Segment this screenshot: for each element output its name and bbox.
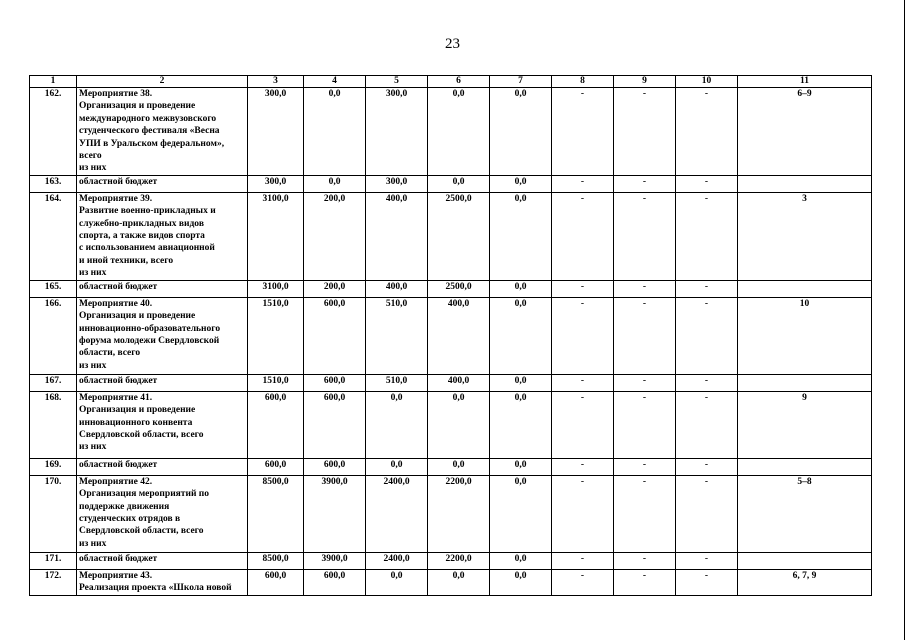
description-line: из них [79,538,107,549]
column-header: 1 [30,76,77,88]
value-cell-c4: 0,0 [304,88,366,176]
row-number: 163. [30,175,77,192]
row-description [77,552,248,569]
description-line: Мероприятие 39. [79,193,153,204]
row-number: 166. [30,297,77,374]
row-number: 171. [30,552,77,569]
description-line: Свердловской области, всего [79,430,204,441]
description-line: с использованием авиационной [79,243,215,254]
value-cell-c10: - [676,552,738,569]
value-cell-c10: - [676,475,738,552]
row-description [77,88,248,176]
value-cell-c9: - [614,458,676,475]
column-header: 2 [77,76,248,88]
value-cell-c3: 3100,0 [248,192,304,280]
target-indicator-cell: 6–9 [738,88,872,176]
value-cell-c4: 0,0 [304,175,366,192]
description-line: спорта, а также видов спорта [79,231,205,242]
value-cell-c9: - [614,192,676,280]
value-cell-c3: 8500,0 [248,552,304,569]
value-cell-c8: - [552,475,614,552]
target-indicator-cell [738,374,872,391]
value-cell-c9: - [614,374,676,391]
description-line: Развитие военно-прикладных и [79,206,216,217]
value-cell-c3: 1510,0 [248,297,304,374]
column-header: 8 [552,76,614,88]
table-row [30,192,872,280]
description-line: УПИ в Уральском федеральном», [79,138,225,149]
description-line: из них [79,163,107,174]
value-cell-c3: 1510,0 [248,374,304,391]
value-cell-c4: 600,0 [304,391,366,458]
description-line: областной бюджет [79,176,158,187]
row-description [77,391,248,458]
value-cell-c10: - [676,297,738,374]
description-line: из них [79,360,107,371]
value-cell-c10: - [676,374,738,391]
value-cell-c5: 300,0 [366,175,428,192]
value-cell-c3: 300,0 [248,175,304,192]
value-cell-c6: 2500,0 [428,192,490,280]
description-line: из них [79,442,107,453]
row-number: 167. [30,374,77,391]
value-cell-c9: - [614,391,676,458]
value-cell-c8: - [552,569,614,595]
table-row [30,475,872,552]
description-line: Мероприятие 40. [79,298,153,309]
row-number: 168. [30,391,77,458]
description-line: областной бюджет [79,553,158,564]
value-cell-c7: 0,0 [490,192,552,280]
value-cell-c8: - [552,192,614,280]
description-line: форума молодежи Свердловской [79,336,220,347]
value-cell-c4: 600,0 [304,297,366,374]
description-line: студенческого фестиваля «Весна [79,126,220,137]
value-cell-c7: 0,0 [490,569,552,595]
table-row [30,175,872,192]
row-description [77,280,248,297]
value-cell-c9: - [614,569,676,595]
value-cell-c5: 400,0 [366,192,428,280]
table-row [30,552,872,569]
value-cell-c8: - [552,280,614,297]
description-line: Организация мероприятий по [79,489,210,500]
value-cell-c7: 0,0 [490,175,552,192]
row-number: 164. [30,192,77,280]
value-cell-c9: - [614,475,676,552]
target-indicator-cell: 6, 7, 9 [738,569,872,595]
value-cell-c10: - [676,458,738,475]
value-cell-c7: 0,0 [490,391,552,458]
value-cell-c9: - [614,280,676,297]
description-line: Организация и проведение [79,311,196,322]
value-cell-c3: 3100,0 [248,280,304,297]
value-cell-c8: - [552,374,614,391]
description-line: Мероприятие 43. [79,570,153,581]
value-cell-c6: 0,0 [428,458,490,475]
value-cell-c7: 0,0 [490,458,552,475]
row-number: 172. [30,569,77,595]
value-cell-c6: 400,0 [428,374,490,391]
description-line: Реализация проекта «Школа новой [79,583,232,594]
target-indicator-cell: 5–8 [738,475,872,552]
column-header: 6 [428,76,490,88]
value-cell-c7: 0,0 [490,374,552,391]
row-description [77,297,248,374]
value-cell-c4: 3900,0 [304,552,366,569]
value-cell-c3: 600,0 [248,569,304,595]
target-indicator-cell [738,458,872,475]
column-header: 10 [676,76,738,88]
value-cell-c6: 2500,0 [428,280,490,297]
value-cell-c8: - [552,297,614,374]
value-cell-c6: 0,0 [428,569,490,595]
target-indicator-cell: 3 [738,192,872,280]
value-cell-c9: - [614,175,676,192]
value-cell-c5: 2400,0 [366,552,428,569]
table-row [30,297,872,374]
table-row [30,569,872,595]
column-header: 3 [248,76,304,88]
value-cell-c7: 0,0 [490,88,552,176]
description-line: поддержке движения [79,501,170,512]
value-cell-c9: - [614,297,676,374]
value-cell-c6: 0,0 [428,391,490,458]
value-cell-c10: - [676,391,738,458]
row-description [77,192,248,280]
value-cell-c5: 0,0 [366,391,428,458]
row-number: 170. [30,475,77,552]
column-header: 9 [614,76,676,88]
value-cell-c9: - [614,88,676,176]
value-cell-c5: 0,0 [366,458,428,475]
value-cell-c10: - [676,280,738,297]
row-description [77,175,248,192]
value-cell-c8: - [552,552,614,569]
table-row [30,374,872,391]
value-cell-c5: 510,0 [366,374,428,391]
target-indicator-cell [738,175,872,192]
table-row [30,280,872,297]
target-indicator-cell: 10 [738,297,872,374]
value-cell-c7: 0,0 [490,297,552,374]
description-line: области, всего [79,348,141,359]
description-line: Мероприятие 41. [79,392,153,403]
description-line: студенческих отрядов в [79,514,181,525]
page-number: 23 [445,36,460,52]
target-indicator-cell [738,280,872,297]
value-cell-c6: 0,0 [428,88,490,176]
table-row [30,88,872,176]
description-line: Свердловской области, всего [79,526,204,537]
value-cell-c8: - [552,391,614,458]
description-line: Мероприятие 42. [79,476,153,487]
table-row [30,391,872,458]
description-line: международного межвузовского [79,113,217,124]
value-cell-c5: 400,0 [366,280,428,297]
value-cell-c3: 600,0 [248,391,304,458]
value-cell-c6: 2200,0 [428,552,490,569]
column-header: 5 [366,76,428,88]
value-cell-c5: 510,0 [366,297,428,374]
value-cell-c5: 2400,0 [366,475,428,552]
table-header-row [30,76,872,88]
value-cell-c7: 0,0 [490,552,552,569]
value-cell-c6: 2200,0 [428,475,490,552]
value-cell-c5: 0,0 [366,569,428,595]
value-cell-c4: 200,0 [304,192,366,280]
description-line: Мероприятие 38. [79,89,153,99]
value-cell-c8: - [552,458,614,475]
value-cell-c4: 600,0 [304,458,366,475]
column-header: 7 [490,76,552,88]
value-cell-c4: 600,0 [304,569,366,595]
row-number: 165. [30,280,77,297]
row-description [77,569,248,595]
description-line: из них [79,268,107,279]
value-cell-c3: 600,0 [248,458,304,475]
value-cell-c6: 400,0 [428,297,490,374]
target-indicator-cell: 9 [738,391,872,458]
value-cell-c10: - [676,192,738,280]
value-cell-c8: - [552,88,614,176]
row-description [77,458,248,475]
value-cell-c10: - [676,175,738,192]
column-header: 4 [304,76,366,88]
target-indicator-cell [738,552,872,569]
row-description [77,475,248,552]
description-line: областной бюджет [79,375,158,386]
description-line: инновационного конвента [79,417,193,428]
description-line: служебно-прикладных видов [79,218,204,229]
description-line: областной бюджет [79,281,158,292]
value-cell-c5: 300,0 [366,88,428,176]
description-line: всего [79,151,102,162]
value-cell-c4: 600,0 [304,374,366,391]
value-cell-c6: 0,0 [428,175,490,192]
description-line: инновационно-образовательного [79,323,221,334]
value-cell-c8: - [552,175,614,192]
description-line: Организация и проведение [79,101,196,112]
value-cell-c7: 0,0 [490,475,552,552]
row-number: 169. [30,458,77,475]
column-header: 11 [738,76,872,88]
value-cell-c4: 200,0 [304,280,366,297]
value-cell-c9: - [614,552,676,569]
program-table [29,75,872,596]
row-number: 162. [30,88,77,176]
value-cell-c10: - [676,569,738,595]
value-cell-c10: - [676,88,738,176]
value-cell-c3: 8500,0 [248,475,304,552]
description-line: областной бюджет [79,459,158,470]
description-line: и иной техники, всего [79,255,174,266]
value-cell-c3: 300,0 [248,88,304,176]
table-row [30,458,872,475]
description-line: Организация и проведение [79,405,196,416]
value-cell-c4: 3900,0 [304,475,366,552]
value-cell-c7: 0,0 [490,280,552,297]
row-description [77,374,248,391]
